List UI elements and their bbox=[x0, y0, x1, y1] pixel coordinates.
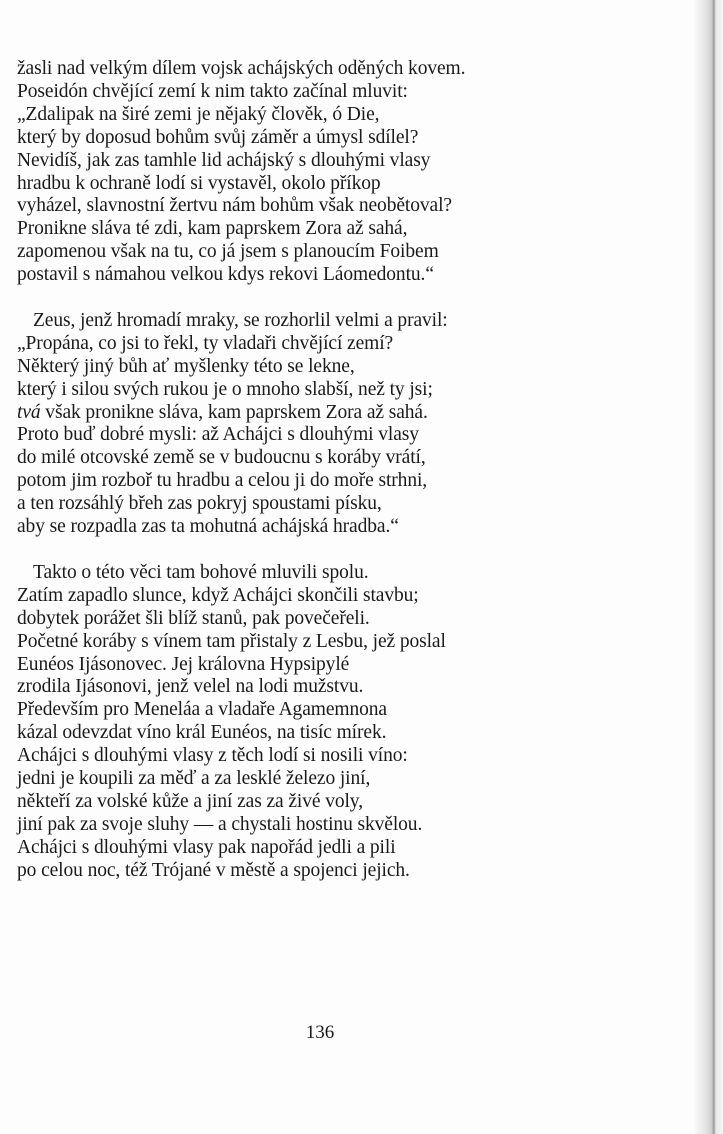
verse-line: Zeus, jenž hromadí mraky, se rozhorlil velmi a pravil: bbox=[33, 309, 448, 331]
verse-line: který by doposud bohům svůj záměr a úmysl sdílel? bbox=[17, 126, 419, 148]
verse-line: aby se rozpadla zas ta mohutná achájská hradba.“ bbox=[17, 516, 399, 538]
italic-emphasis: tvá bbox=[17, 401, 41, 423]
verse-line: žasli nad velkým dílem vojsk achájských oděných kovem. bbox=[17, 58, 466, 79]
verse-line: „Propána, co jsi to řekl, ty vladaři chvějící zemí? bbox=[17, 332, 394, 354]
verse-line: Nevidíš, jak zas tamhle lid achájský s dlouhými vlasy bbox=[17, 149, 431, 171]
verse-line: hradbu k ochraně lodí si vystavěl, okolo příkop bbox=[17, 172, 381, 194]
verse-line: do milé otcovské země se v budoucnu s koráby vrátí, bbox=[17, 447, 426, 469]
verse-line: Početné koráby s vínem tam přistaly z Lesbu, jež poslal bbox=[17, 630, 446, 652]
verse-line: jedni je koupili za měď a za lesklé železo jiní, bbox=[17, 768, 371, 790]
verse-line: zapomenou však na tu, co já jsem s planoucím Foibem bbox=[17, 241, 439, 263]
verse-line-rest: však pronikne sláva, kam paprskem Zora až sahá. bbox=[40, 401, 428, 423]
verse-line bbox=[17, 402, 637, 425]
stanza-1 bbox=[17, 58, 637, 287]
verse-line: po celou noc, též Trójané v městě a spojenci jejich. bbox=[17, 859, 410, 881]
verse-line: Pronikne sláva té zdi, kam paprskem Zora až sahá, bbox=[17, 218, 408, 240]
page-number: 136 bbox=[305, 1022, 335, 1043]
verse-line: Eunéos Ijásonovec. Jej královna Hypsipylé bbox=[17, 653, 350, 675]
verse-line: vyházel, slavnostní žertvu nám bohům však neobětoval? bbox=[17, 195, 452, 217]
verse-line: Takto o této věci tam bohové mluvili spolu. bbox=[33, 561, 369, 583]
verse-line: někteří za volské kůže a jiní zas za živé voly, bbox=[17, 790, 363, 812]
verse-line: Achájci s dlouhými vlasy z těch lodí si nosili víno: bbox=[17, 745, 408, 767]
verse-line: Především pro Meneláa a vladaře Agamemnona bbox=[17, 699, 387, 721]
page-binding-shadow bbox=[693, 0, 723, 1134]
verse-line: a ten rozsáhlý břeh zas pokryj spoustami písku, bbox=[17, 493, 382, 515]
verse-line: dobytek porážet šli blíž stanů, pak povečeřeli. bbox=[17, 607, 370, 629]
verse-line: zrodila Ijásonovi, jenž velel na lodi mužstvu. bbox=[17, 676, 364, 698]
verse-line: Proto buď dobré mysli: až Achájci s dlouhými vlasy bbox=[17, 424, 419, 446]
verse-line: kázal odevzdat víno král Eunéos, na tisíc mírek. bbox=[17, 722, 387, 744]
verse-line: Achájci s dlouhými vlasy pak napořád jedli a pili bbox=[17, 836, 396, 858]
poem-text bbox=[17, 58, 637, 883]
verse-line: jiní pak za svoje sluhy — a chystali hostinu skvělou. bbox=[17, 813, 423, 835]
verse-line: potom jim rozboř tu hradbu a celou ji do moře strhni, bbox=[17, 470, 428, 492]
stanza-3 bbox=[17, 562, 637, 883]
stanza-2 bbox=[17, 310, 637, 539]
verse-line: Zatím zapadlo slunce, když Achájci skončili stavbu; bbox=[17, 584, 419, 606]
verse-line: Některý jiný bůh ať myšlenky této se lekne, bbox=[17, 355, 355, 377]
verse-line: postavil s námahou velkou kdys rekovi Láomedontu.“ bbox=[17, 264, 434, 286]
verse-line: který i silou svých rukou je o mnoho slabší, než ty jsi; bbox=[17, 378, 433, 400]
verse-line: Poseidón chvějící zemí k nim takto začínal mluvit: bbox=[17, 80, 408, 102]
verse-line: „Zdalipak na širé zemi je nějaký člověk, ó Die, bbox=[17, 103, 380, 125]
